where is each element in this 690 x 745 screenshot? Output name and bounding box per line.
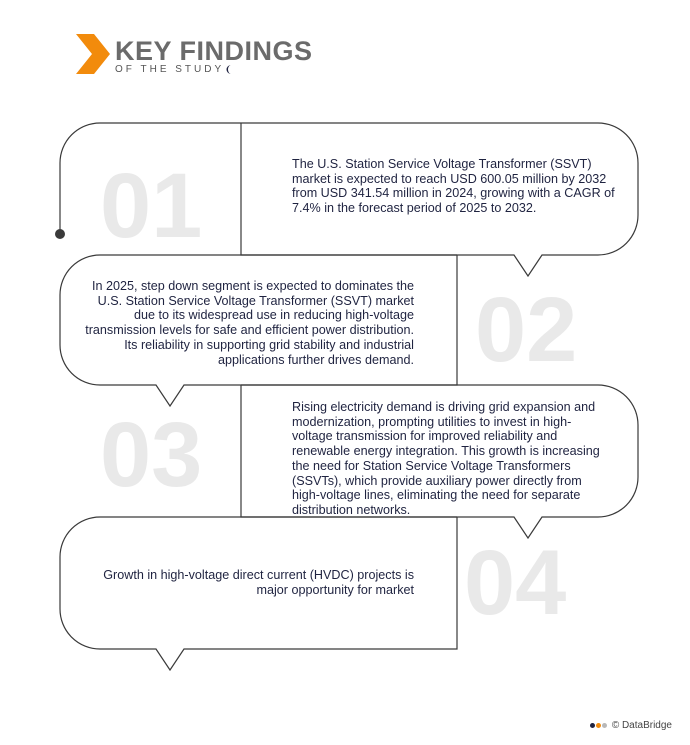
finding-number-03: 03 <box>100 404 203 506</box>
brand-dot-icon <box>596 723 601 728</box>
finding-text-01: The U.S. Station Service Voltage Transformer (SSVT) market is expected to reach USD 600.05 million by 2032 from USD 341.54 million in 2024, growing with a CAGR of 7.4% in the forecast period of 2025 to 2032. <box>292 157 615 216</box>
brand-dot-icon <box>602 723 607 728</box>
brand-dot-icon <box>590 723 595 728</box>
page-subtitle: OF THE STUDY <box>115 64 225 75</box>
finding-text-04: Growth in high-voltage direct current (HVDC) projects is major opportunity for market <box>103 568 414 597</box>
start-dot <box>55 229 65 239</box>
finding-number-04: 04 <box>464 532 567 634</box>
footer-brand-text: © DataBridge <box>611 720 672 731</box>
page-title: KEY FINDINGS <box>115 36 313 66</box>
finding-text-02: In 2025, step down segment is expected to dominates the U.S. Station Service Voltage Transformer (SSVT) market due to its widespread use in reducing high-voltage transmission levels for safe and efficient power distribution. Its reliability in supporting grid stability and industrial applications further drives demand. <box>85 279 414 367</box>
finding-number-02: 02 <box>475 279 578 381</box>
footer-brand <box>590 720 672 731</box>
finding-number-01: 01 <box>100 155 203 257</box>
finding-text-03: Rising electricity demand is driving grid expansion and modernization, prompting utilities to invest in high-voltage transmission for improved reliability and renewable energy integration. This growth is increasing the need for Station Service Voltage Transformers (SSVTs), which provide auxiliary power directly from high-voltage lines, eliminating the need for separate distribution networks. <box>292 400 600 517</box>
